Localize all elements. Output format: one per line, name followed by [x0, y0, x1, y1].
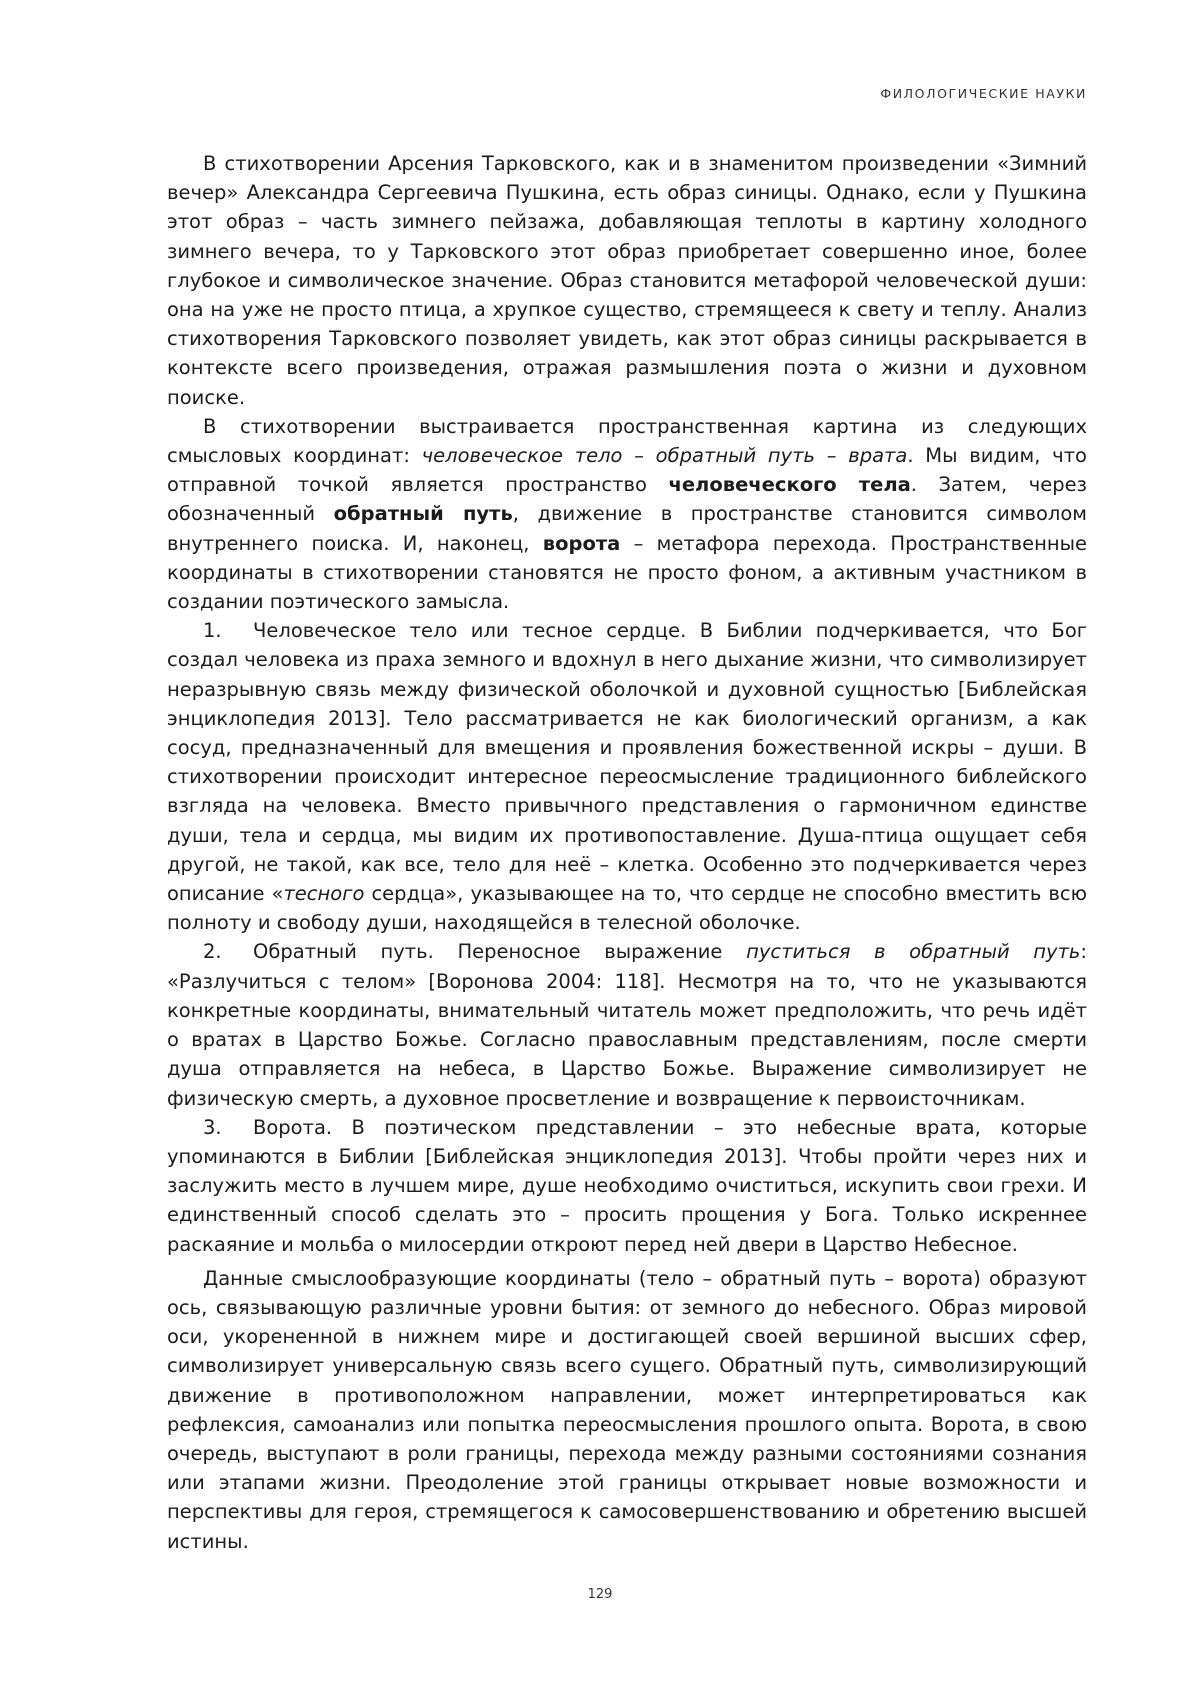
running-header: ФИЛОЛОГИЧЕСКИЕ НАУКИ: [880, 86, 1087, 101]
article-body: [167, 149, 1087, 1556]
list-item-2: [167, 937, 1087, 1112]
list-item-text: : «Разлучиться с телом» [Воронова 2004: 118]. Несмотря на то, что не указываются конкретные координаты, внимательный читатель может предположить, что речь идёт о вратах в Царство Божье. Согласно православным представлениям, после смерти душа отправляется на небеса, в Царство Божье. Выражение символизирует не физическую смерть, а духовное просветление и возвращение к первоисточникам.: [167, 940, 1087, 1110]
paragraph-2: [167, 412, 1087, 616]
list-item-text: сердца», указывающее на то, что сердце не способно вместить всю полноту и свободу души, находящейся в телесной оболочке.: [167, 882, 1088, 935]
bold-term-gates: ворота: [542, 531, 621, 555]
list-item-text: Человеческое тело или тесное сердце. В Библии подчеркивается, что Бог создал человека из праха земного и вдохнул в него дыхание жизни, что символизирует неразрывную связь между физической оболочкой и духовной сущностью [Библейская энциклопедия 2013]. Тело рассматривается не как биологический организм, а как сосуд, предназначенный для вмещения и проявления божественной искры – души. В стихотворении происходит интересное переосмысление традиционного библейского взгляда на человека. Вместо привычного представления о гармоничном единстве души, тела и сердца, мы видим их противопоставление. Душа-птица ощущает себя другой, не такой, как все, тело для неё – клетка. Особенно это подчеркивается через описание «: [167, 619, 1087, 906]
paragraph-2-text: . Мы видим, что отправной точкой является пространство: [167, 444, 1087, 497]
list-item-3: [167, 1113, 1087, 1259]
list-item-text: Обратный путь. Переносное выражение: [253, 940, 747, 964]
italic-term: человеческое тело – обратный путь – врата: [421, 444, 908, 468]
paragraph-2-text: В стихотворении выстраивается пространственная картина из следующих смысловых координат:: [167, 414, 1087, 468]
italic-term: пуститься в обратный путь: [746, 940, 1081, 964]
paragraph-2-text: . Затем, через обозначенный: [167, 473, 1087, 526]
list-item-1: [167, 616, 1087, 937]
paragraph-2-text: , движение в пространстве становится символом внутреннего поиска. И, наконец,: [167, 502, 1087, 555]
bold-term-path: обратный путь: [333, 502, 513, 526]
paragraph-1: В стихотворении Арсения Тарковского, как и в знаменитом произведении «Зимний вечер» Александра Сергеевича Пушкина, есть образ синицы. Однако, если у Пушкина этот образ – часть зимнего пейзажа, добавляющая теплоты в картину холодного зимнего вечера, то у Тарковского этот образ приобретает совершенно иное, более глубокое и символическое значение. Образ становится метафорой человеческой души: она на уже не просто птица, а хрупкое существо, стремящееся к свету и теплу. Анализ стихотворения Тарковского позволяет увидеть, как этот образ синицы раскрывается в контексте всего произведения, отражая размышления поэта о жизни и духовном поиске.: [167, 152, 1087, 409]
italic-term: тесного: [283, 882, 365, 906]
paragraph-6: Данные смыслообразующие координаты (тело – обратный путь – ворота) образуют ось, связывающую различные уровни бытия: от земного до небесного. Образ мировой оси, укорененной в нижнем мире и достигающей своей вершиной высших сфер, символизирует универсальную связь всего сущего. Обратный путь, символизирующий движение в противоположном направлении, может интерпретироваться как рефлексия, самоанализ или попытка переосмысления прошлого опыта. Ворота, в свою очередь, выступают в роли границы, перехода между разными состояниями сознания или этапами жизни. Преодоление этой границы открывает новые возможности и перспективы для героя, стремящегося к самосовершенствованию и обретению высшей истины.: [167, 1266, 1087, 1553]
bold-term-body: человеческого тела: [668, 473, 911, 497]
list-number: 1.: [203, 619, 222, 643]
list-number: 3.: [203, 1115, 222, 1139]
paragraph-2-text: – метафора перехода. Пространственные координаты в стихотворении становятся не просто фоном, а активным участником в создании поэтического замысла.: [167, 531, 1087, 614]
list-number: 2.: [203, 940, 222, 964]
page-number: 129: [587, 1587, 613, 1602]
list-item-text: Ворота. В поэтическом представлении – это небесные врата, которые упоминаются в Библии [Библейская энциклопедия 2013]. Чтобы пройти через них и заслужить место в лучшем мире, душе необходимо очиститься, искупить свои грехи. И единственный способ сделать это – просить прощения у Бога. Только искреннее раскаяние и мольба о милосердии откроют перед ней двери в Царство Небесное.: [167, 1115, 1087, 1256]
